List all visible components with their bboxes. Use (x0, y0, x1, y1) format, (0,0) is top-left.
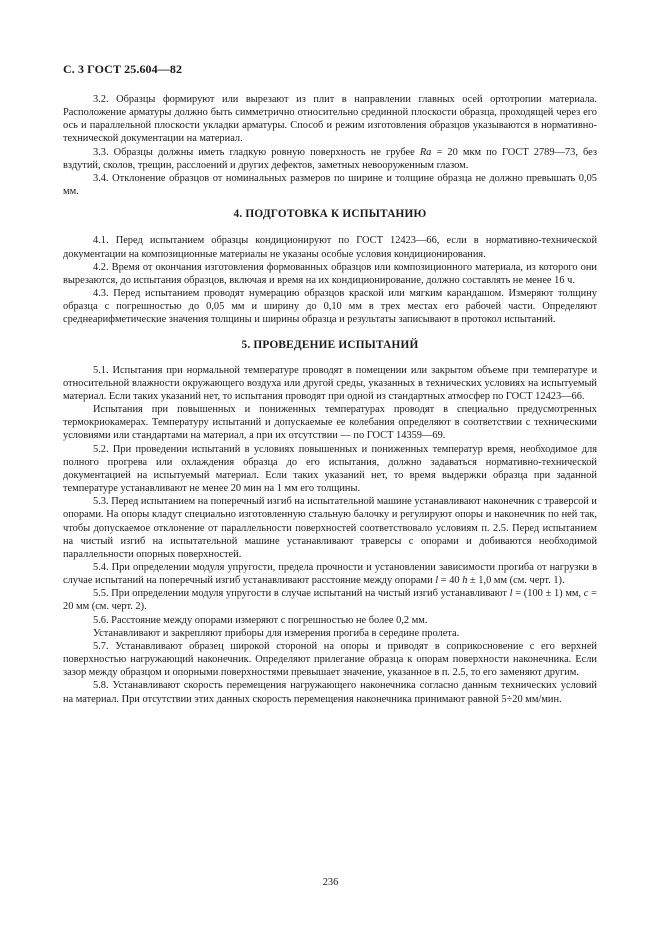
section-5-heading: 5. ПРОВЕДЕНИЕ ИСПЫТАНИЙ (241, 338, 419, 351)
paragraph-4-1: 4.1. Перед испытанием образцы кондиционируют по ГОСТ 12423—66, если в нормативно-технической документации на композиционные материалы не указаны особые условия кондиционирования. (63, 235, 597, 260)
paragraph-3-4: 3.4. Отклонение образцов от номинальных размеров по ширине и толщине образца не должно превышать 0,05 мм. (63, 172, 597, 198)
document-body (63, 93, 597, 706)
paragraph-5-1-cont: Испытания при повышенных и пониженных температурах проводят в специально предусмотренных термокриокамерах. Температуру испытаний и допускаемые ее колебания определяют в соответствии с техническими условиями или стандартами на материал, а при их отсутствии — по ГОСТ 14359—69. (63, 404, 597, 442)
paragraph-5-3: 5.3. Перед испытанием на поперечный изгиб на испытательной машине устанавливают наконечник с траверсой и опорами. На опоры кладут специально изготовленную стальную балочку и регулируют опоры и наконечник по ней так, чтобы допускаемое отклонение от параллельности поверхностей соответствовало условиям п. 2.5. Перед испытанием на чистый изгиб на испытательной машине устанавливают траверсы с опорами и добиваются необходимой параллельности опорных поверхностей. (63, 496, 597, 560)
section-4-heading: 4. ПОДГОТОВКА К ИСПЫТАНИЮ (233, 208, 427, 221)
paragraph-3-2: 3.2. Образцы формируют или вырезают из плит в направлении главных осей ортотропии материала. Расположение арматуры должно быть симметрично относительно срединной плоскости образца, проходящей через его ось и параллельной плоскости укладки арматуры. Способ и режим изготовления образцов указываются в нормативно-технической документации на материал. (63, 94, 597, 145)
paragraph-4-2: 4.2. Время от окончания изготовления формованных образцов или композиционного материала, из которого они вырезаются, до испытания образцов, включая и время на их кондиционирование, должно составлять не менее 16 ч. (63, 261, 597, 286)
paragraph-5-2: 5.2. При проведении испытаний в условиях повышенных и пониженных температур время, необходимое для полного прогрева или охлаждения образца до его испытания, должно задаваться нормативно-технической документацией на испытуемый материал. Если таких указаний нет, то время выдержки образца при заданной температуре устанавливают не менее 20 мин на 1 мм его толщины. (63, 443, 597, 495)
paragraph-5-7: 5.7. Устанавливают образец широкой стороной на опоры и приводят в соприкосновение с его верхней поверхностью нагружающий наконечник. Определяют прилегание образца к опорам поверхности наконечника. Если зазор между образцом и опорными поверхностями превышает значение, указанное в п. 2.5, то его заменяют другим. (63, 640, 597, 679)
running-header: С. 3 ГОСТ 25.604—82 (63, 62, 183, 76)
paragraph-4-3: 4.3. Перед испытанием проводят нумерацию образцов краской или мягким карандашом. Измеряют толщину образца с погрешностью до 0,05 мм и ширину до 0,10 мм в трех местах его рабочей части. Определяют среднеарифметические значения толщины и ширины образца и результаты записывают в протокол испытаний. (63, 288, 597, 326)
paragraph-3-3: 3.3. Образцы должны иметь гладкую ровную поверхность не грубее Ra = 20 мкм по ГОСТ 2789—73, без вздутий, сколов, трещин, расслоений и других дефектов, заметных невооруженным глазом. (63, 146, 597, 171)
paragraph-5-6: 5.6. Расстояние между опорами измеряют с погрешностью не более 0,2 мм. (93, 614, 428, 626)
paragraph-5-5: 5.5. При определении модуля упругости в случае испытаний на чистый изгиб устанавливают l = (100 ± 1) мм, c = 20 мм (см. черт. 2). (63, 588, 597, 613)
paragraph-5-4: 5.4. При определении модуля упругости, предела прочности и установлении зависимости прогиба от нагрузки в случае испытаний на поперечный изгиб устанавливают расстояние между опорами l = 40 h ± 1,0 мм (см. черт. 1). (63, 562, 597, 587)
page-number: 236 (322, 877, 339, 888)
paragraph-5-8: 5.8. Устанавливают скорость перемещения нагружающего наконечника согласно данным технических условий на материал. При отсутствии этих данных скорость перемещения наконечника принимают равной 5÷20 мм/мин. (63, 680, 597, 705)
paragraph-5-1: 5.1. Испытания при нормальной температуре проводят в помещении или закрытом объеме при температуре и относительной влажности окружающего воздуха или другой среды, указанных в технических условиях на испытуемый материал. Если таких указаний нет, то испытания проводят при одной из стандартных атмосфер по ГОСТ 12423—66. (63, 364, 597, 402)
paragraph-5-6-cont: Устанавливают и закрепляют приборы для измерения прогиба в середине пролета. (93, 627, 460, 639)
